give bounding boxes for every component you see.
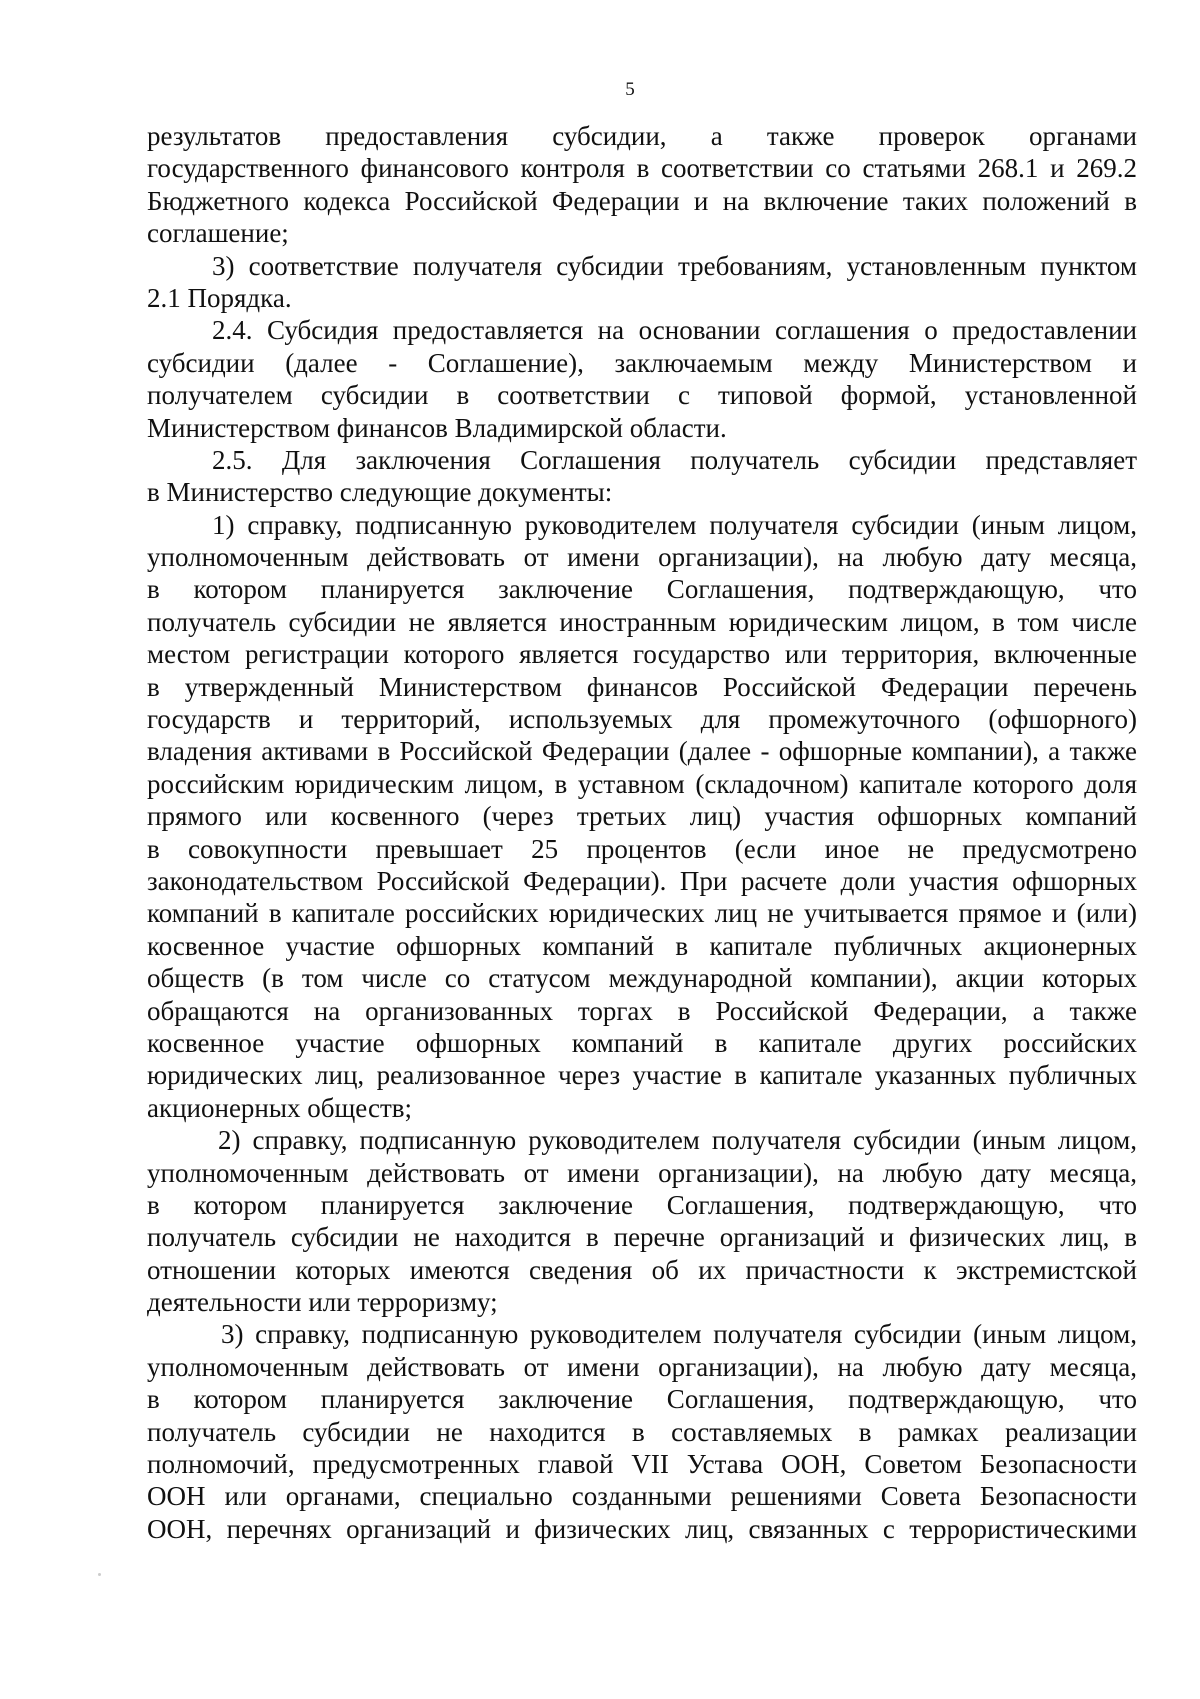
page-number: 5 bbox=[625, 79, 635, 100]
text-line: косвенное участие офшорных компаний в капитале публичных акционерных bbox=[147, 930, 1137, 961]
text-line: владения активами в Российской Федерации (далее - офшорные компании), а также bbox=[147, 736, 1137, 767]
text-line: российским юридическим лицом, в уставном (складочном) капитале которого доля bbox=[147, 768, 1137, 799]
text-line: обществ (в том числе со статусом международной компании), акции которых bbox=[147, 963, 1137, 994]
paragraph-2-5 bbox=[147, 444, 1137, 509]
text-line: в совокупности превышает 25 процентов (если иное не предусмотрено bbox=[147, 833, 1137, 864]
text-line: государственного финансового контроля в соответствии со статьями 268.1 и 269.2 bbox=[147, 153, 1137, 184]
paragraph-continuation bbox=[147, 120, 1137, 250]
paragraph-item-2-extremism bbox=[147, 1124, 1137, 1318]
text-line: результатов предоставления субсидии, а также проверок органами bbox=[147, 121, 1137, 151]
text-line: деятельности или терроризму; bbox=[147, 1287, 498, 1318]
text-line: законодательством Российской Федерации). При расчете доли участия офшорных bbox=[147, 865, 1137, 896]
text-line: уполномоченным действовать от имени организации), на любую дату месяца, bbox=[147, 1351, 1137, 1382]
text-line: прямого или косвенного (через третьих лиц) участия офшорных компаний bbox=[147, 801, 1137, 832]
text-line: полномочий, предусмотренных главой VII Устава ООН, Советом Безопасности bbox=[147, 1449, 1137, 1480]
document-body bbox=[147, 120, 1137, 1545]
text-line: обращаются на организованных торгах в Российской Федерации, а также bbox=[147, 995, 1137, 1026]
paragraph-item-3-requirements bbox=[147, 250, 1137, 315]
text-line: Бюджетного кодекса Российской Федерации и на включение таких положений в bbox=[147, 185, 1137, 216]
text-line: Министерством финансов Владимирской области. bbox=[147, 412, 727, 443]
text-line: 2.4. Субсидия предоставляется на основании соглашения о предоставлении bbox=[212, 315, 1137, 346]
text-line: в котором планируется заключение Соглашения, подтверждающую, что bbox=[147, 1189, 1137, 1220]
text-line: в Министерство следующие документы: bbox=[147, 477, 613, 508]
text-line: косвенное участие офшорных компаний в капитале других российских bbox=[147, 1027, 1137, 1058]
paragraph-item-1-offshore bbox=[147, 509, 1137, 1124]
text-line: акционерных обществ; bbox=[147, 1092, 412, 1123]
text-line: уполномоченным действовать от имени организации), на любую дату месяца, bbox=[147, 1157, 1137, 1188]
text-line: субсидии (далее - Соглашение), заключаемым между Министерством и bbox=[147, 347, 1137, 378]
text-line: ООН, перечнях организаций и физических лиц, связанных с террористическими bbox=[147, 1513, 1137, 1544]
text-line: государств и территорий, используемых для промежуточного (офшорного) bbox=[147, 704, 1137, 735]
text-line: 2) справку, подписанную руководителем получателя субсидии (иным лицом, bbox=[218, 1125, 1137, 1156]
paragraph-item-3-un-lists bbox=[147, 1318, 1137, 1545]
text-line: местом регистрации которого является государство или территория, включенные bbox=[147, 639, 1137, 670]
paragraph-2-4 bbox=[147, 314, 1137, 444]
text-line: 2.1 Порядка. bbox=[147, 282, 292, 313]
text-line: 3) справку, подписанную руководителем получателя субсидии (иным лицом, bbox=[221, 1319, 1137, 1350]
text-line: в котором планируется заключение Соглашения, подтверждающую, что bbox=[147, 574, 1137, 605]
text-line: получатель субсидии не является иностранным юридическим лицом, в том числе bbox=[147, 606, 1137, 637]
text-line: соглашение; bbox=[147, 218, 289, 249]
text-line: ООН или органами, специально созданными решениями Совета Безопасности bbox=[147, 1481, 1137, 1512]
text-line: компаний в капитале российских юридических лиц не учитывается прямое и (или) bbox=[147, 898, 1137, 929]
text-line: уполномоченным действовать от имени организации), на любую дату месяца, bbox=[147, 542, 1137, 573]
text-line: в котором планируется заключение Соглашения, подтверждающую, что bbox=[147, 1384, 1137, 1415]
text-line: получатель субсидии не находится в перечне организаций и физических лиц, в bbox=[147, 1222, 1137, 1253]
text-line: юридических лиц, реализованное через участие в капитале указанных публичных bbox=[147, 1060, 1137, 1091]
text-line: получателем субсидии в соответствии с типовой формой, установленной bbox=[147, 380, 1137, 411]
text-line: отношении которых имеются сведения об их причастности к экстремистской bbox=[147, 1254, 1137, 1285]
text-line: 3) соответствие получателя субсидии требованиям, установленным пунктом bbox=[212, 250, 1137, 281]
text-line: 1) справку, подписанную руководителем получателя субсидии (иным лицом, bbox=[212, 509, 1137, 540]
text-line: получатель субсидии не находится в составляемых в рамках реализации bbox=[147, 1416, 1137, 1447]
text-line: 2.5. Для заключения Соглашения получатель субсидии представляет bbox=[212, 444, 1137, 475]
scan-speck bbox=[98, 1573, 101, 1576]
text-line: в утвержденный Министерством финансов Российской Федерации перечень bbox=[147, 671, 1137, 702]
